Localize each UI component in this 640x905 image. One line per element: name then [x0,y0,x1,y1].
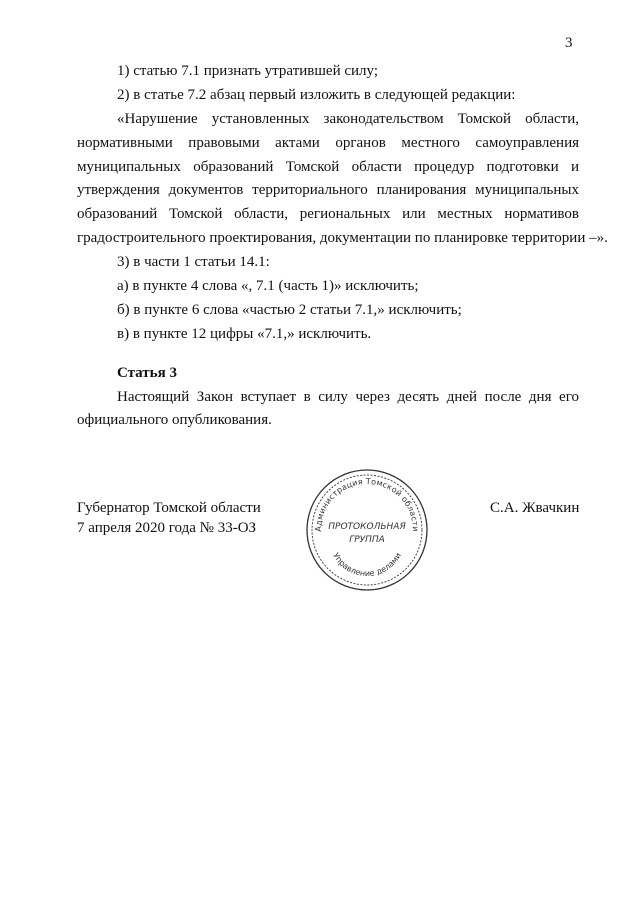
page-number: 3 [565,35,573,51]
signatory-title: Губернатор Томской области [77,500,261,516]
quote-line: «Нарушение установленных законодательством Томской области, [117,110,579,127]
svg-text:Управление делами [331,551,403,578]
stamp-inner-line-1: ПРОТОКОЛЬНАЯ [328,522,406,532]
law-date-number: 7 апреля 2020 года № 33-ОЗ [77,520,257,536]
document-body [77,60,608,433]
amendment-item-2: 2) в статье 7.2 абзац первый изложить в следующей редакции: [117,86,516,103]
amendment-item-3a: а) в пункте 4 слова «, 7.1 (часть 1)» исключить; [117,278,419,295]
amendment-item-3b: б) в пункте 6 слова «частью 2 статьи 7.1,» исключить; [117,301,462,318]
stamp-bottom-text: Управление делами [331,551,403,579]
quote-line: нормативными правовыми актами органов местного самоуправления [77,134,579,151]
amendment-item-3: 3) в части 1 статьи 14.1: [117,254,270,271]
amendment-item-3c: в) в пункте 12 цифры «7.1,» исключить. [117,325,372,342]
article-3-text-line: официального опубликования. [77,412,272,429]
quote-line: муниципальных образований Томской области процедур подготовки и [77,158,579,175]
official-stamp [303,466,431,594]
quote-line: градостроительного проектирования, документации по планировке территории –». [77,230,608,247]
stamp-outer-text: Администрация Томской области [313,476,421,532]
stamp-inner-line-2: ГРУППА [349,535,385,545]
quote-line: образований Томской области, региональных или местных нормативов [77,206,579,223]
amendment-item-1: 1) статью 7.1 признать утратившей силу; [117,63,378,79]
article-3-text-line: Настоящий Закон вступает в силу через десять дней после дня его [117,388,579,405]
signatory-name: С.А. Жвачкин [490,500,580,516]
signature-block [77,498,261,538]
quote-line: утверждения документов территориального планирования муниципальных [77,182,579,199]
article-3-heading: Статья 3 [117,364,177,381]
